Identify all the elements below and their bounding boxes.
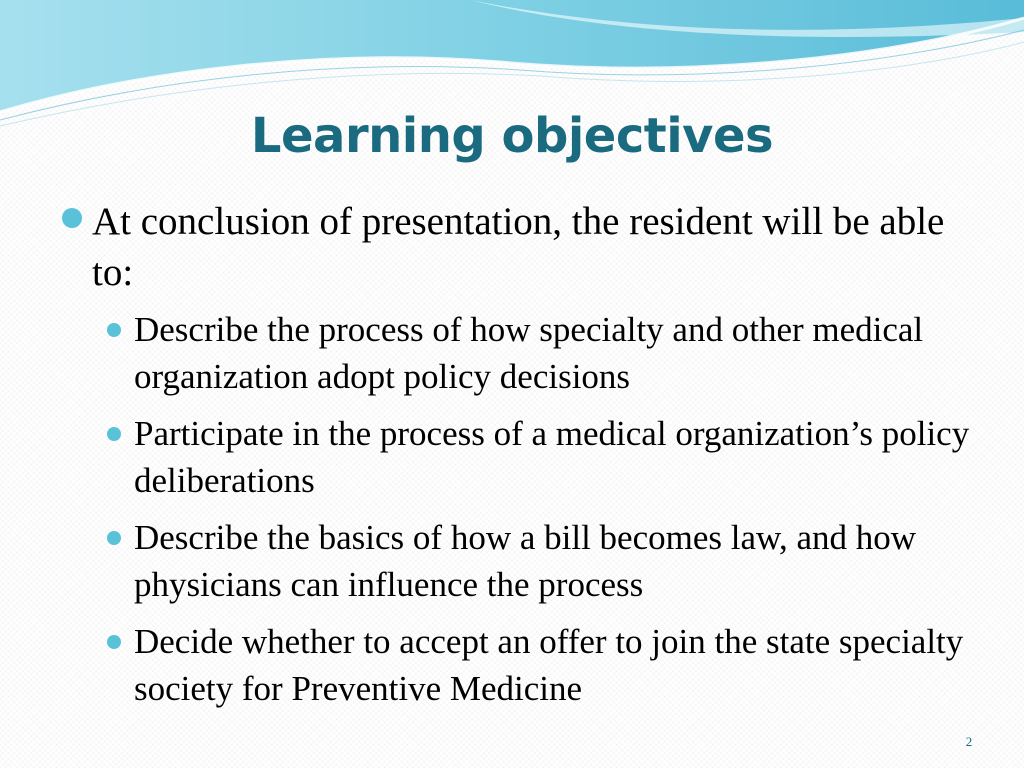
bullet-dot-icon [107, 531, 121, 545]
objective-text: Describe the process of how specialty and other medical organization adopt policy decisions [134, 310, 924, 396]
objective-item [134, 410, 994, 504]
bullet-dot-icon [107, 635, 121, 649]
intro-text: At conclusion of presentation, the resident will be able to: [92, 200, 945, 294]
slide-title: Learning objectives [250, 108, 774, 164]
bullet-dot-icon [107, 323, 121, 337]
page-number: 2 [965, 734, 973, 749]
objective-text: Describe the basics of how a bill becomes law, and how physicians can influence the process [134, 518, 917, 604]
objective-item [134, 514, 994, 608]
bullet-dot-icon [62, 208, 82, 228]
bullet-dot-icon [107, 427, 121, 441]
objectives-list [134, 306, 994, 722]
objective-text: Decide whether to accept an offer to join the state specialty society for Preventive Medicine [134, 622, 964, 708]
objective-item [134, 306, 994, 400]
objective-item [134, 618, 994, 712]
objective-text: Participate in the process of a medical organization’s policy deliberations [134, 414, 970, 500]
